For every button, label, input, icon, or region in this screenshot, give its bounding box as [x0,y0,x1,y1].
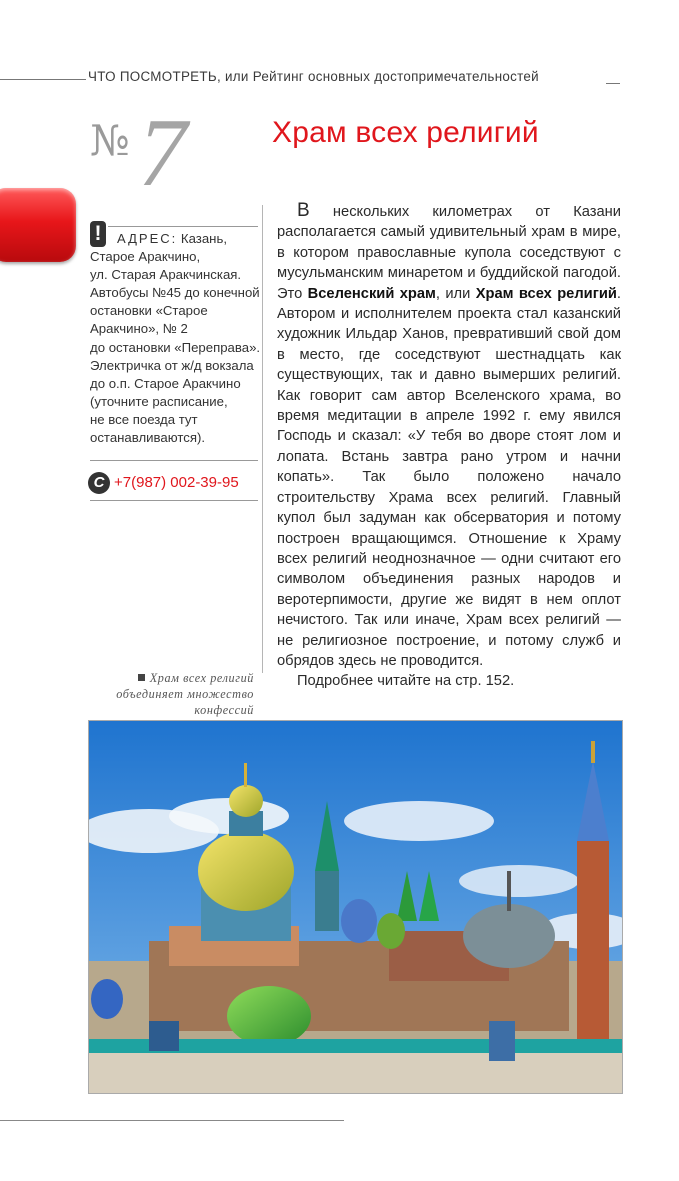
photo-caption [88,670,254,718]
phone-bottom-rule [90,500,258,501]
bold-term: Вселенский храм [307,285,436,302]
see-more-reference: Подробнее читайте на стр. 152. [297,673,515,690]
article-text: нескольких километрах от Казани располагается самый удивительный храм в мире, в котором православные купола соседствуют с мусульманским минаретом и буддийской пагодой. Это [277,204,621,302]
address-line: до о.п. Старое Аракчино [90,375,241,391]
entry-title: Храм всех религий [272,116,539,149]
caption-bullet-icon [138,674,145,681]
bold-term: Храм всех религий [475,285,617,302]
article-text: , или [435,285,476,302]
address-line: не все поезда тут [90,411,198,427]
footer-rule [0,1120,344,1121]
address-top-rule [108,226,258,227]
address-block [90,230,262,447]
running-title: ЧТО ПОСМОТРЕТЬ, или Рейтинг основных достопримечательностей [88,69,539,84]
column-divider [262,205,263,673]
header-rule-left [0,79,86,80]
red-bookmark-tab [0,188,76,262]
article-body [277,201,621,692]
address-line: останавливаются). [90,430,206,446]
address-line-1: Казань, [180,231,227,246]
header-rule-right [606,83,620,84]
caption-line: объединяет множество [116,687,254,701]
entry-number: 7 [138,99,187,207]
caption-line: конфессий [194,703,254,717]
number-sign: № [90,116,130,165]
address-line: (уточните расписание, [90,393,228,409]
address-line: остановки «Старое [90,303,208,319]
phone-number[interactable]: +7(987) 002-39-95 [114,474,239,491]
exclamation-icon: ! [90,221,106,247]
address-line: Аракчино», № 2 [90,321,188,337]
address-label: АДРЕС: [117,231,178,246]
article-text: . Автором и исполнителем проекта стал казанский художник Ильдар Ханов, превративший свой дом в место, где соседствуют шестнадцать как существующих, так и давно вымерших религий. Как говорит сам автор Вселенского храма, во время медитации в апреле 1992 г. ему явился Господь и сказал: «У тебя во дворе стоят лом и лопата. Встань завтра рано утром и начни копать». Так было положено начало строительству Храма всех религий. Главный купол был задуман как обсерватория и потому построен вращающимся. Отношение к Храму всех религий неоднозначное — одни считают его символом объединения разных народов и веротерпимости, другие же видят в нем оплот нечистого. Так или иначе, Храм всех религий — не религиозное построение, и потому служб и обрядов здесь не проводится. [277,285,621,669]
address-line: Электричка от ж/д вокзала [90,357,254,373]
temple-photo [88,720,623,1094]
address-line: Старое Аракчино, [90,249,201,265]
phone-top-rule [90,460,258,461]
dropcap: В [297,200,310,221]
phone-icon: C [88,472,110,494]
caption-line: Храм всех религий [149,671,254,685]
address-line: до остановки «Переправа». [90,339,261,355]
address-line: ул. Старая Аракчинская. [90,267,242,283]
address-line: Автобусы №45 до конечной [90,285,260,301]
article-paragraph [277,201,621,671]
